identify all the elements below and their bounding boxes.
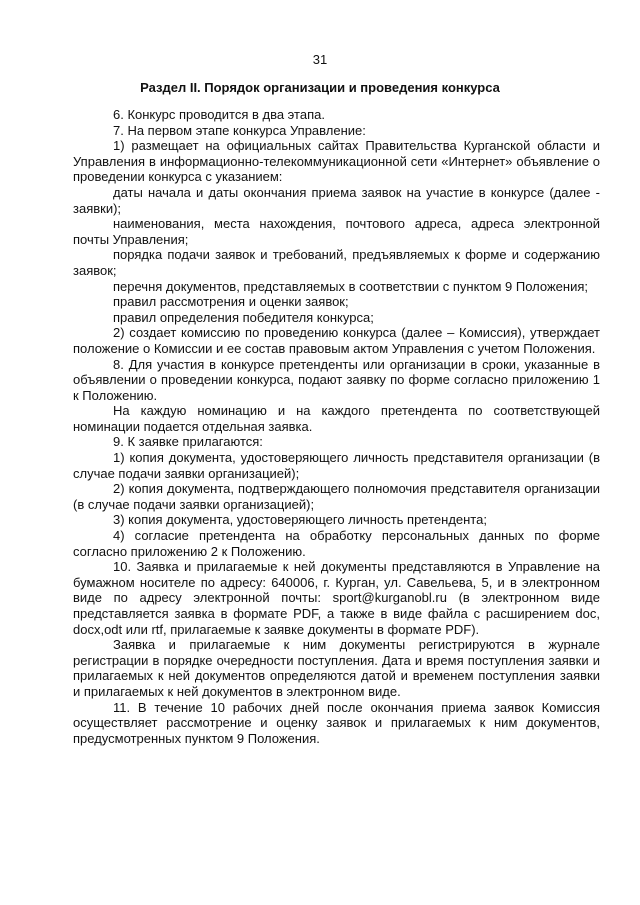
paragraph: правил определения победителя конкурса; — [113, 309, 374, 325]
paragraph: порядка подачи заявок и требований, предъявляемых к форме и содержанию заявок; — [73, 247, 600, 278]
paragraph: 1) размещает на официальных сайтах Правительства Курганской области и Управления в информационно-телекоммуникационной сети «Интернет» объявление о проведении конкурса с указанием: — [73, 138, 600, 185]
paragraph: На каждую номинацию и на каждого претендента по соответствующей номинации подается отдельная заявка. — [73, 403, 600, 434]
paragraph: 2) создает комиссию по проведению конкурса (далее – Комиссия), утверждает положение о Комиссии и ее состав правовым актом Управления с учетом Положения. — [73, 325, 600, 356]
paragraph: 3) копия документа, удостоверяющего личность претендента; — [113, 512, 487, 528]
paragraph: перечня документов, представляемых в соответствии с пунктом 9 Положения; — [113, 278, 588, 294]
paragraph: 11. В течение 10 рабочих дней после окончания приема заявок Комиссия осуществляет рассмотрение и оценку заявок и прилагаемых к ним документов, предусмотренных пунктом 9 Положения. — [73, 699, 600, 746]
paragraph: 2) копия документа, подтверждающего полномочия представителя организации (в случае подачи заявки организацией); — [73, 481, 600, 512]
paragraph: 1) копия документа, удостоверяющего личность представителя организации (в случае подачи заявки организацией); — [73, 450, 600, 481]
paragraph: наименования, места нахождения, почтового адреса, адреса электронной почты Управления; — [73, 216, 600, 247]
paragraph: даты начала и даты окончания приема заявок на участие в конкурсе (далее - заявки); — [73, 184, 600, 216]
paragraph: 4) согласие претендента на обработку персональных данных по форме согласно приложению 2 к Положению. — [73, 528, 600, 559]
paragraph: правил рассмотрения и оценки заявок; — [113, 294, 349, 310]
paragraph: 8. Для участия в конкурсе претенденты или организации в сроки, указанные в объявлении о проведении конкурса, подают заявку по форме согласно приложению 1 к Положению. — [73, 356, 600, 403]
section-heading: Раздел II. Порядок организации и проведения конкурса — [140, 80, 500, 95]
paragraph: 7. На первом этапе конкурса Управление: — [113, 122, 366, 138]
paragraph: 10. Заявка и прилагаемые к ней документы представляются в Управление на бумажном носителе по адресу: 640006, г. Курган, ул. Савельева, 5, и в электронном виде по адресу электронной почты: sport@kurganobl.ru (в электронном виде представляется заявка в формате PDF, а также в виде файла с расширением doc, docx,odt или rtf, прилагаемые к заявке документы в формате PDF). — [73, 559, 600, 637]
document-body — [73, 107, 600, 746]
page-number: 31 — [312, 52, 328, 67]
paragraph: 9. К заявке прилагаются: — [113, 434, 263, 450]
paragraph: Заявка и прилагаемые к ним документы регистрируются в журнале регистрации в порядке очередности поступления. Дата и время поступления заявки и прилагаемых к ней документов определяются датой и временем поступления заявки и прилагаемых к ней документов в электронном виде. — [73, 637, 600, 699]
paragraph: 6. Конкурс проводится в два этапа. — [113, 107, 325, 122]
